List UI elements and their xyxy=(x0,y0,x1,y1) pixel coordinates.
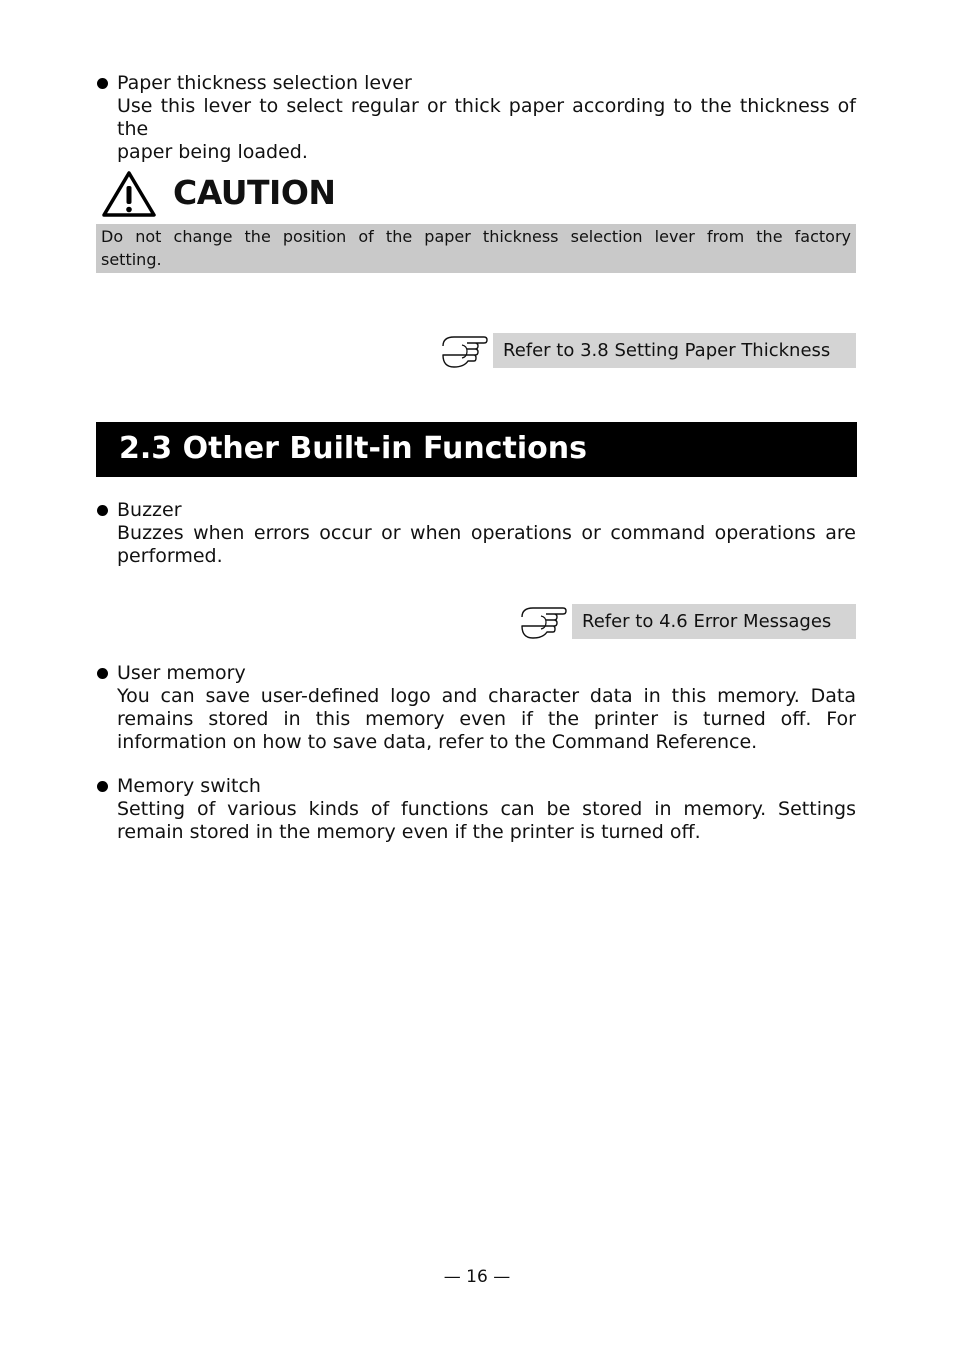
refer-label: Refer to 3.8 Setting Paper Thickness xyxy=(493,333,856,368)
list-item-paper-thickness-lever xyxy=(96,72,856,163)
pointing-hand-icon xyxy=(519,604,567,640)
item-title: Memory switch xyxy=(117,775,261,797)
item-description: Setting of various kinds of functions can be stored in memory. Settings remain stored in the memory even if the printer is turned off. xyxy=(117,798,856,843)
list-item-user-memory xyxy=(96,662,856,755)
item-description: Use this lever to select regular or thick paper according to the thickness of the paper being loaded. xyxy=(117,95,856,163)
refer-paper-thickness xyxy=(440,333,856,369)
item-description: You can save user-defined logo and character data in this memory. Data remains stored in this memory even if the printer is turned off. For information on how to save data, refer to the Command Reference. xyxy=(117,685,856,753)
caution-title: CAUTION xyxy=(173,173,336,212)
warning-triangle-icon xyxy=(101,170,157,218)
bullet-icon xyxy=(97,668,108,679)
refer-error-messages xyxy=(519,604,856,640)
item-description: Buzzes when errors occur or when operations or command operations are performed. xyxy=(117,522,856,567)
caution-text: Do not change the position of the paper thickness selection lever from the factory setting. xyxy=(101,227,851,269)
pointing-hand-icon xyxy=(440,333,488,369)
item-title: Buzzer xyxy=(117,499,182,521)
section-heading xyxy=(96,422,857,477)
page-number: — 16 — xyxy=(443,1267,511,1287)
refer-label: Refer to 4.6 Error Messages xyxy=(572,604,856,639)
list-item-buzzer xyxy=(96,499,856,569)
list-item-memory-switch xyxy=(96,775,856,845)
item-title: User memory xyxy=(117,662,246,684)
bullet-icon xyxy=(97,78,108,89)
caution-box xyxy=(96,224,856,273)
item-title: Paper thickness selection lever xyxy=(117,72,412,94)
section-title: 2.3 Other Built-in Functions xyxy=(119,431,587,466)
bullet-icon xyxy=(97,505,108,516)
bullet-icon xyxy=(97,781,108,792)
